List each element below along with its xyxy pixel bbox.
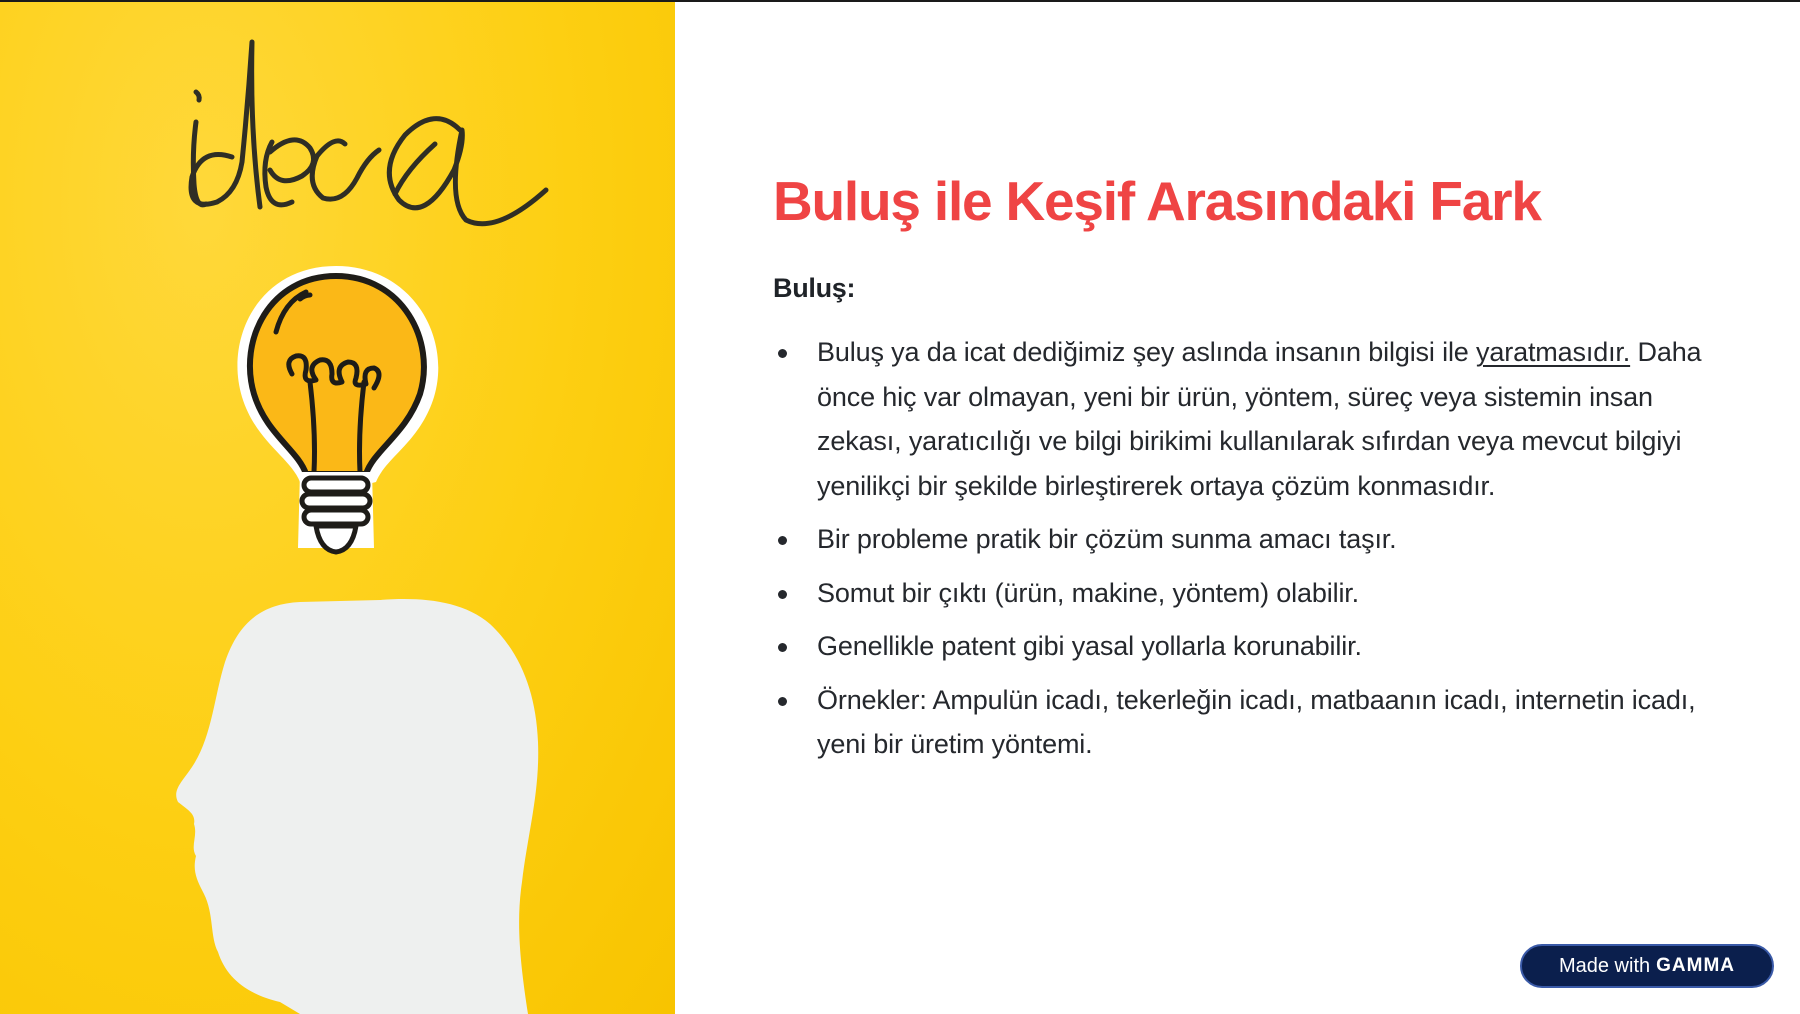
badge-prefix: Made with	[1558, 954, 1651, 977]
bullet-dot	[778, 590, 787, 599]
illustration-panel	[0, 2, 675, 1014]
bullet-dot	[778, 536, 787, 545]
bullet-text: Somut bir çıktı (ürün, makine, yöntem) olabilir.	[817, 577, 1360, 608]
bullet-dot	[778, 643, 787, 652]
slide-title: Buluş ile Keşif Arasındaki Fark	[773, 170, 1541, 232]
idea-handwriting	[191, 42, 546, 224]
underlined-term: yaratmasıdır.	[1476, 337, 1631, 368]
made-with-gamma-badge[interactable]	[1520, 944, 1774, 988]
bullet-item-purpose	[773, 517, 1733, 562]
bullet-text: Bir probleme pratik bir çözüm sunma amacı taşır.	[817, 524, 1397, 555]
bullet-dot	[778, 349, 787, 358]
bullet-item-definition	[773, 330, 1733, 508]
bullet-item-patent	[773, 624, 1733, 669]
slide-content	[773, 170, 1733, 776]
bullet-dot	[778, 697, 787, 706]
gamma-logo: GAMMA	[1656, 955, 1736, 976]
section-subheading: Buluş:	[773, 273, 856, 304]
idea-illustration	[0, 2, 675, 1014]
bullet-list	[773, 330, 1733, 767]
bullet-text-after: Daha önce hiç var olmayan, yeni bir ürün, yöntem, süreç veya sistemin insan zekası, yaratıcılığı ve bilgi birikimi kullanılarak sıfırdan veya mevcut bilgiyi yenilikçi bir şekilde birleştirerek ortaya çözüm konmasıdır.	[817, 337, 1702, 501]
bullet-text-before: Buluş ya da icat dediğimiz şey aslında insanın bilgisi ile	[817, 337, 1477, 368]
bullet-item-output	[773, 571, 1733, 616]
bullet-text: Genellikle patent gibi yasal yollarla korunabilir.	[817, 631, 1362, 662]
lightbulb-icon	[237, 266, 438, 552]
bullet-text: Örnekler: Ampulün icadı, tekerleğin icadı, matbaanın icadı, internetin icadı, yeni bir üretim yöntemi.	[817, 684, 1696, 760]
bullet-item-examples	[773, 678, 1733, 767]
head-silhouette	[176, 599, 538, 1014]
